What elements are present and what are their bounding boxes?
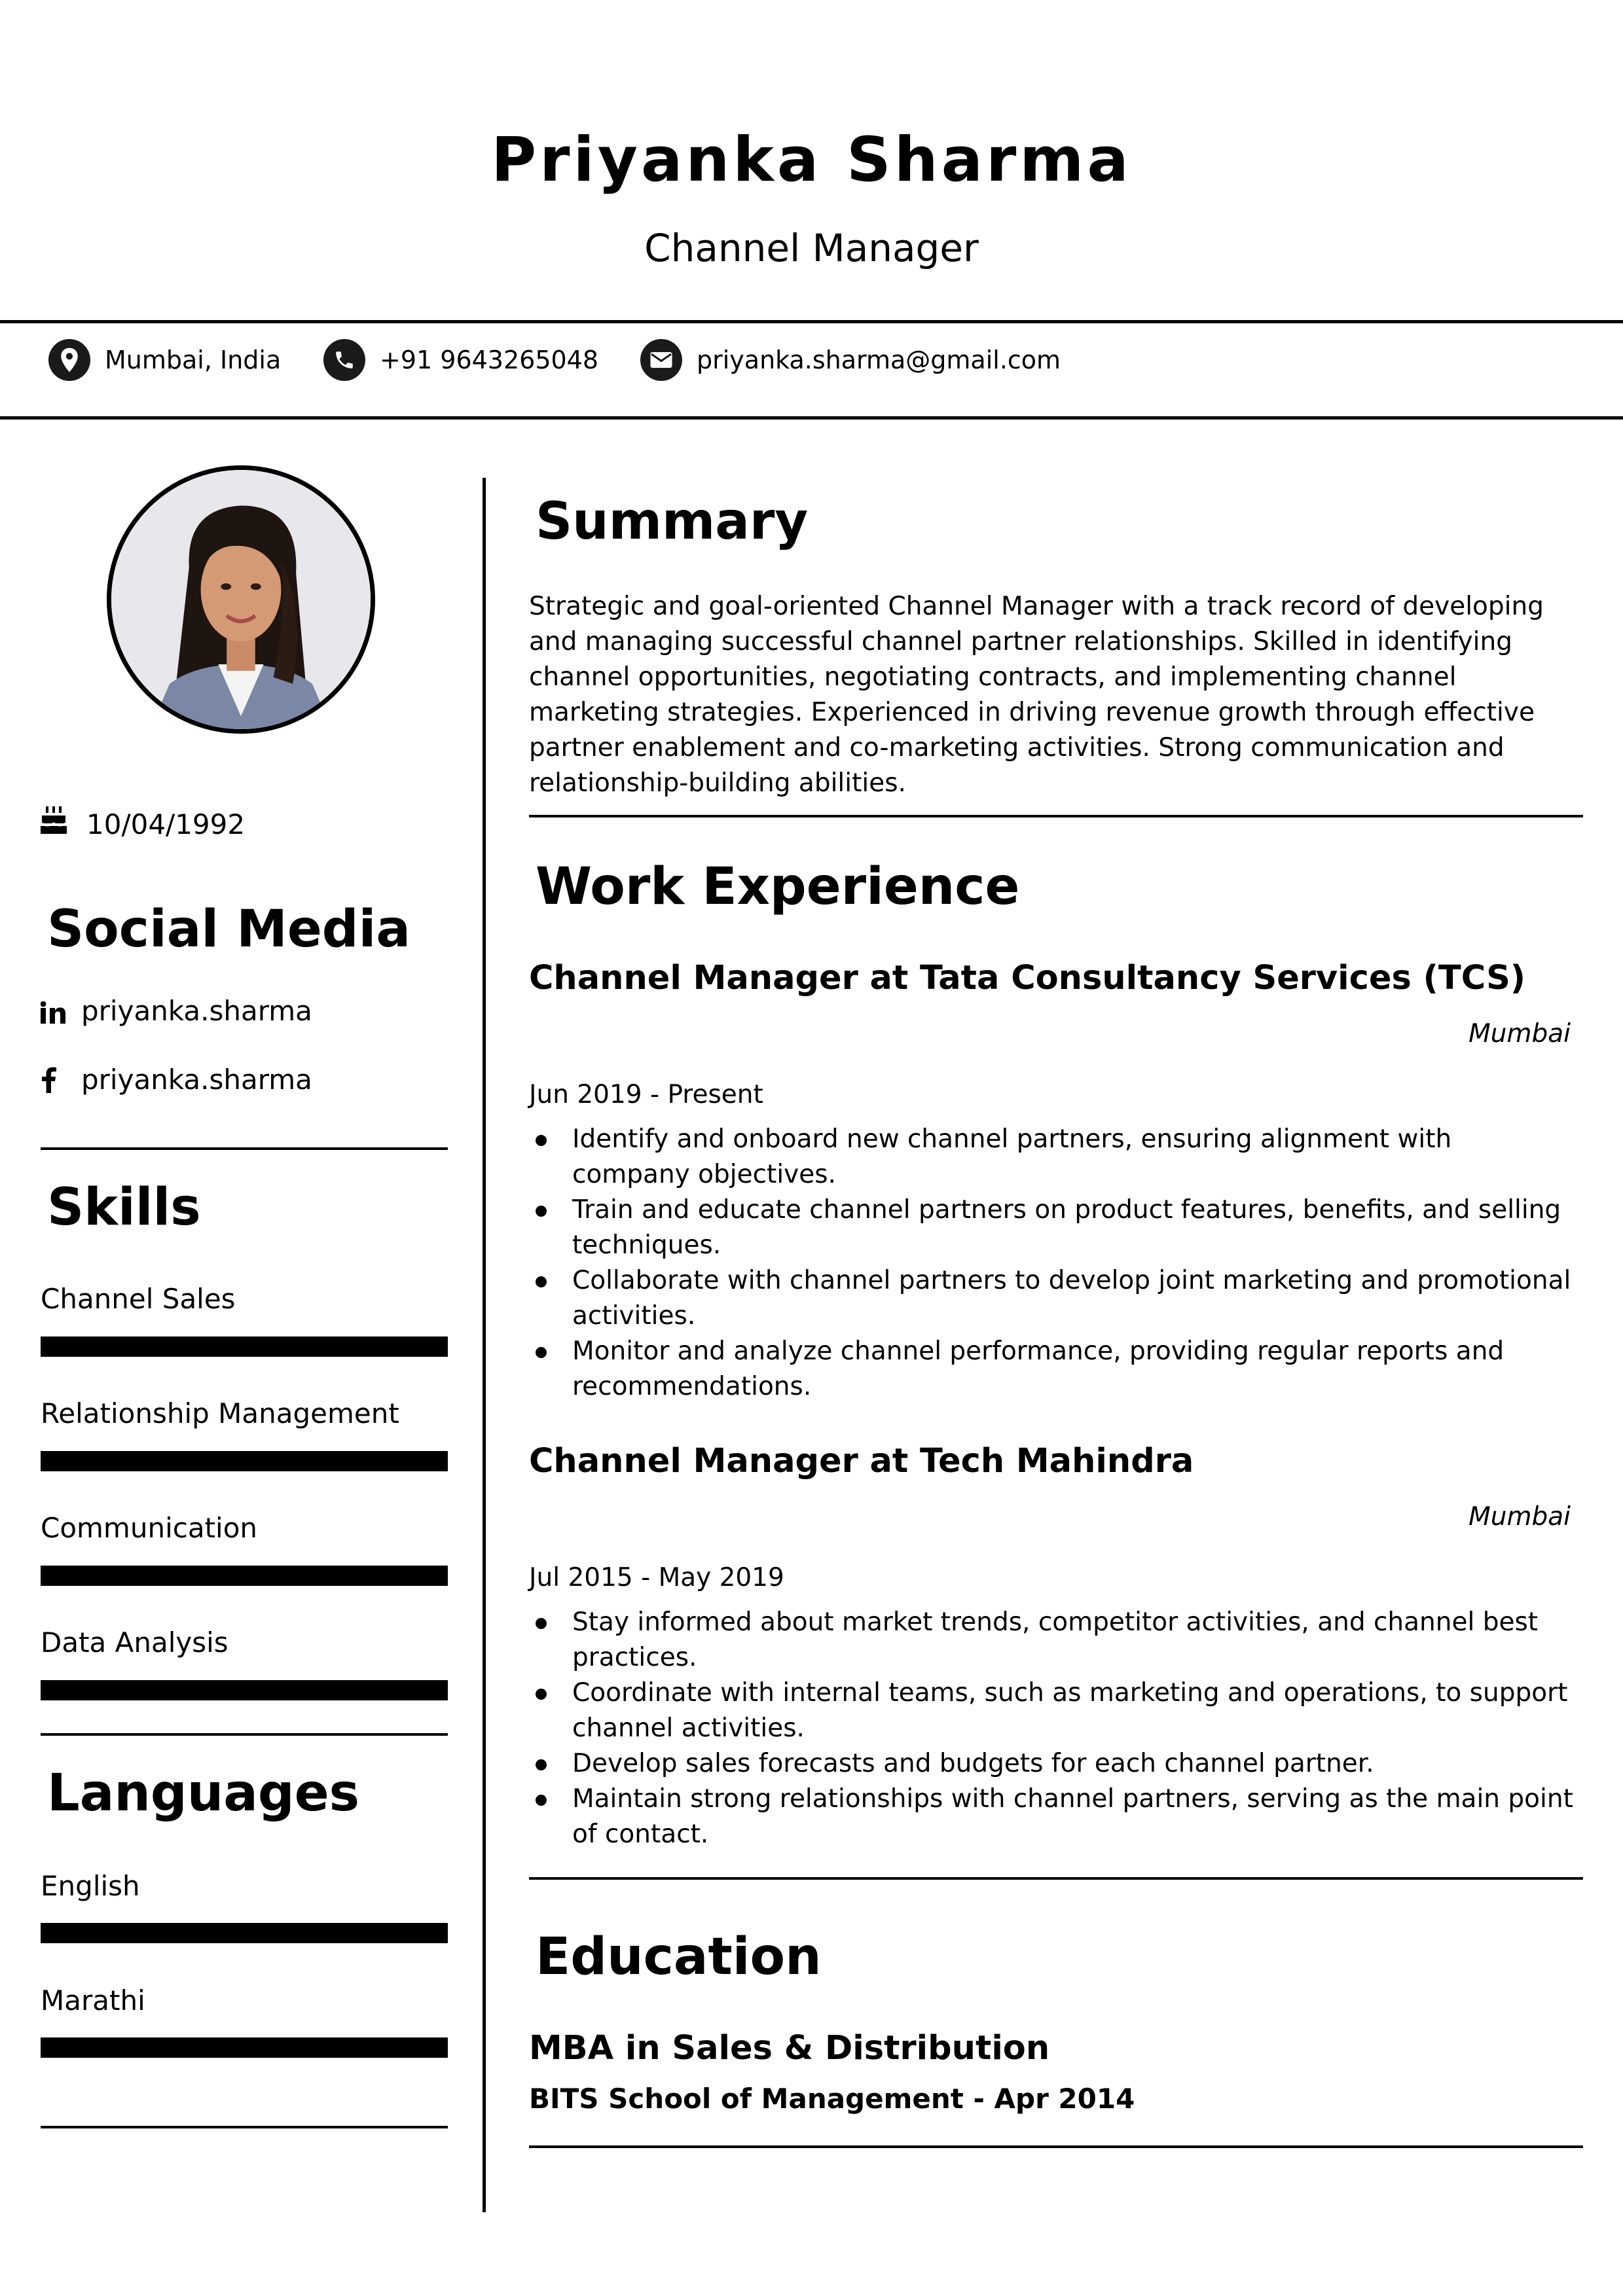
job-2-location: Mumbai xyxy=(1468,1502,1571,1532)
job-title: Channel Manager xyxy=(644,226,979,270)
skill-label: Communication xyxy=(41,1512,258,1544)
envelope-icon xyxy=(640,339,682,381)
list-item: Collaborate with channel partners to develop joint marketing and promotional activities. xyxy=(529,1263,1577,1334)
job-1-title: Channel Manager at Tata Consultancy Services (TCS) xyxy=(529,959,1526,997)
location-text: Mumbai, India xyxy=(105,346,282,374)
education-heading: Education xyxy=(536,1928,822,1986)
header-divider-bottom xyxy=(0,416,1623,420)
job-2-bullets xyxy=(529,1605,1577,1852)
job-2-dates: Jul 2015 - May 2019 xyxy=(529,1563,784,1592)
social-media-heading: Social Media xyxy=(47,900,410,959)
list-item: Stay informed about market trends, competitor activities, and channel best practices. xyxy=(529,1605,1577,1676)
languages-divider xyxy=(41,2126,448,2128)
job-1-location: Mumbai xyxy=(1468,1019,1571,1049)
education-degree: MBA in Sales & Distribution xyxy=(529,2029,1050,2068)
header-divider-top xyxy=(0,320,1623,323)
profile-photo xyxy=(107,465,375,734)
contact-email xyxy=(640,339,1061,381)
summary-text: Strategic and goal-oriented Channel Manager with a track record of developing and managing successful channel partner relationships. Skilled in identifying channel opportunities, negotiating contracts, and implementing channel marketing strategies. Experienced in driving revenue growth through effective partner enablement and co-marketing activities. Strong communication and relationship-building abilities. xyxy=(529,592,1544,798)
skills-divider xyxy=(41,1733,448,1736)
list-item: Coordinate with internal teams, such as marketing and operations, to support channel activities. xyxy=(529,1676,1577,1746)
education-school: BITS School of Management - Apr 2014 xyxy=(529,2083,1135,2115)
candidate-name: Priyanka Sharma xyxy=(491,124,1132,196)
skill-level-bar xyxy=(41,1680,448,1700)
skill-level-bar xyxy=(41,1566,448,1586)
language-label: English xyxy=(41,1870,140,1902)
list-item: Develop sales forecasts and budgets for each channel partner. xyxy=(529,1746,1577,1782)
summary-divider xyxy=(529,815,1583,817)
list-item: Maintain strong relationships with channel partners, serving as the main point of contact. xyxy=(529,1782,1577,1852)
summary-heading: Summary xyxy=(536,492,809,551)
column-divider xyxy=(483,478,486,2212)
languages-heading: Languages xyxy=(47,1764,360,1823)
education-divider xyxy=(529,2145,1583,2148)
skill-label: Relationship Management xyxy=(41,1397,399,1429)
skill-level-bar xyxy=(41,1451,448,1471)
skill-label: Channel Sales xyxy=(41,1283,236,1315)
list-item: Train and educate channel partners on product features, benefits, and selling techniques. xyxy=(529,1193,1577,1263)
linkedin-handle[interactable]: priyanka.sharma xyxy=(81,995,312,1027)
portrait-illustration xyxy=(111,470,371,729)
contact-phone xyxy=(323,339,598,381)
facebook-handle[interactable]: priyanka.sharma xyxy=(81,1064,312,1096)
birthday-cake-icon xyxy=(39,805,68,838)
skill-level-bar xyxy=(41,1336,448,1357)
job-1-bullets xyxy=(529,1122,1577,1405)
job-1-dates: Jun 2019 - Present xyxy=(529,1080,763,1109)
skill-label: Data Analysis xyxy=(41,1626,228,1659)
job-2-title: Channel Manager at Tech Mahindra xyxy=(529,1442,1194,1480)
location-pin-icon xyxy=(48,339,90,381)
birth-date: 10/04/1992 xyxy=(86,808,246,840)
linkedin-icon xyxy=(41,1001,65,1026)
experience-divider xyxy=(529,1877,1583,1880)
phone-icon xyxy=(323,339,365,381)
facebook-icon xyxy=(42,1067,56,1096)
language-level-bar xyxy=(41,2037,448,2058)
contact-location xyxy=(48,339,281,381)
email-text[interactable]: priyanka.sharma@gmail.com xyxy=(697,346,1061,374)
work-experience-heading: Work Experience xyxy=(536,857,1020,916)
skills-heading: Skills xyxy=(47,1178,201,1237)
language-level-bar xyxy=(41,1923,448,1943)
phone-text[interactable]: +91 9643265048 xyxy=(380,346,599,374)
list-item: Identify and onboard new channel partners, ensuring alignment with company objectives. xyxy=(529,1122,1577,1193)
social-divider xyxy=(41,1147,448,1150)
language-label: Marathi xyxy=(41,1984,145,2017)
list-item: Monitor and analyze channel performance, providing regular reports and recommendations. xyxy=(529,1334,1577,1405)
